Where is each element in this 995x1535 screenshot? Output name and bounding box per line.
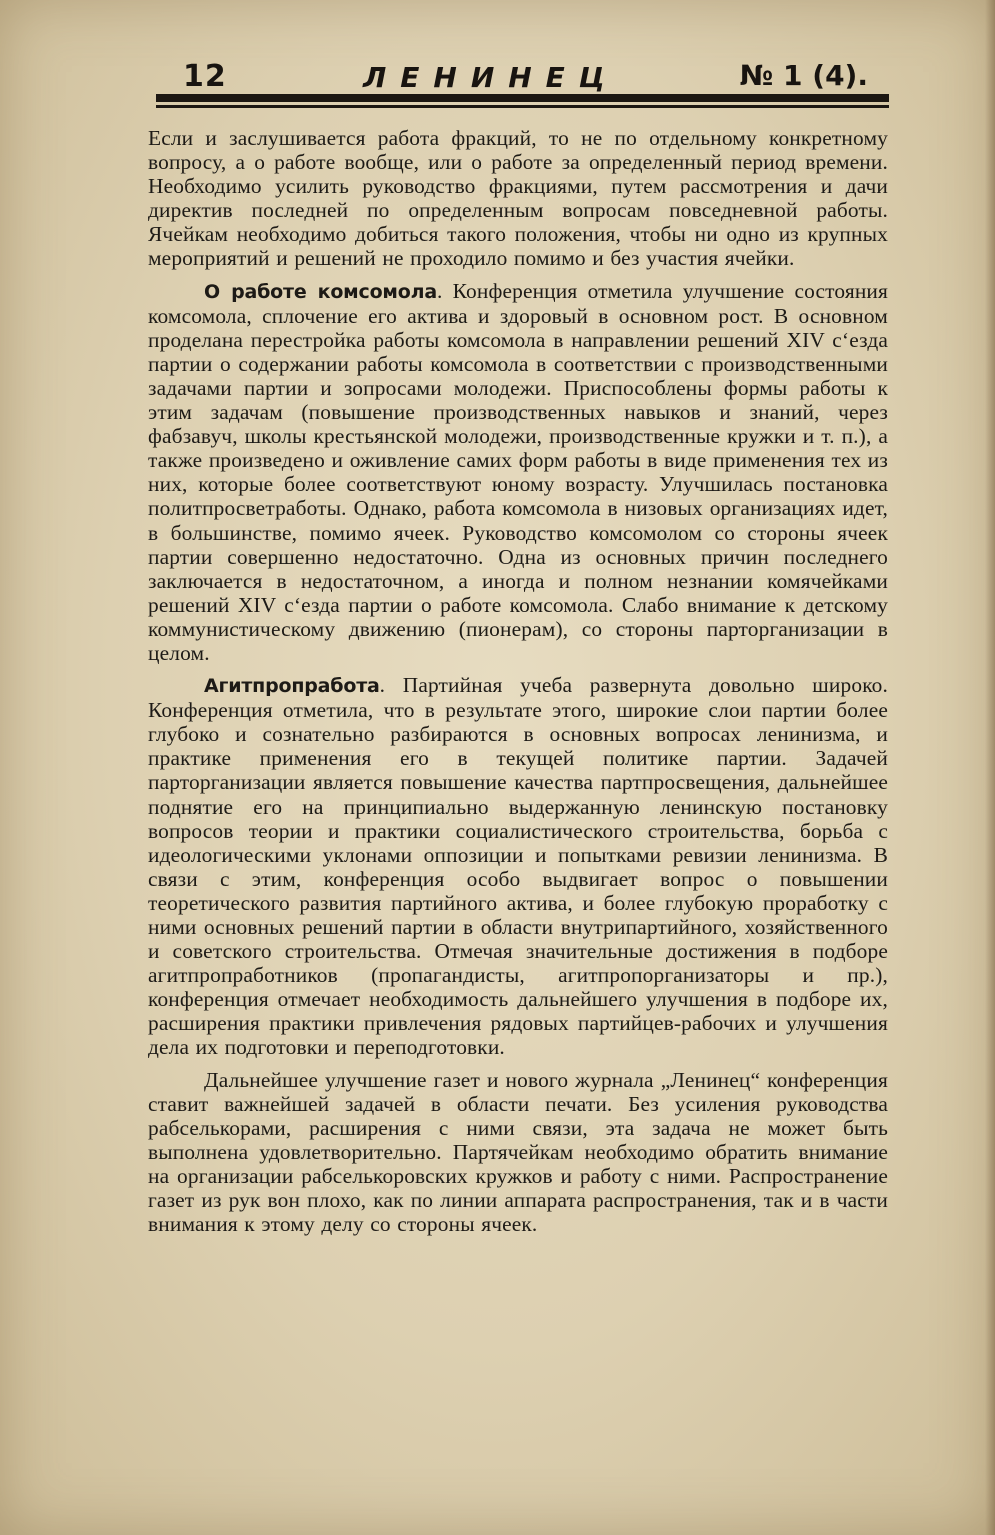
paragraph-agitprop-text: . Партийная учеба развернута довольно широко. Конференция отметила, что в результате этого, широкие слои партии более глубоко и сознательно разбираются в основных вопросах ленинизма, и практике применения его в текущей политике партии. Задачей парторганизации является повышение качества партпросвещения, дальнейшее поднятие его на принципиально выдержанную ленинскую постановку вопросов теории и практики социалистического строительства, борьба с идеологическими уклонами оппозиции и попытками ревизии ленинизма. В связи с этим, конференция особо выдвигает вопрос о повышении теоретического развития партийного актива, и более глубокую проработку с ними основных решений партии в области внутрипартийного, хозяйственного и советского строительства. Отмечая значительные достижения в подборе агитпропработников (пропагандисты, агитпропорганизаторы и пр.), конференция отмечает необходимость дальнейшего улучшения в подборе их, расширения практики привлечения рядовых партийцев-рабочих и улучшения дела их подготовки и переподготовки. [148,673,888,1060]
page-number: 12 [183,59,227,94]
paragraph-fractions: Если и заслушивается работа фракций, то не по отдельному конкретному вопросу, а о работе вообще, или о работе за определенный период времени. Необходимо усилить руководство фракциями, путем рассмотрения и дачи директив последней по определенным вопросам повседневной работы. Ячейкам необходимо добиться такого положения, чтобы ни одно из крупных мероприятий и решений не проходило помимо и без участия ячейки. [148,126,888,271]
header-rule-thin [156,105,889,108]
issue-number: № 1 (4). [739,59,868,92]
section-heading-komsomol: О работе комсомола [204,280,437,303]
paragraph-komsomol-text: . Конференция отметила улучшение состояния комсомола, сплочение его актива и здоровый в основном рост. В основном проделана перестройка работы комсомола в направлении решений XIV с‘езда партии о содержании работы комсомола в соответствии с производственными задачами партии и зопросами молодежи. Приспособлены формы работы к этим задачам (повышение производственных навыков и знаний, через фабзавуч, школы крестьянской молодежи, производственные кружки и т. п.), а также произведено и оживление самих форм работы в виде применения тех из них, которые более соответствуют юному возрасту. Улучшилась постановка политпросветработы. Однако, работа комсомола в низовых организациях идет, в большинстве, помимо ячеек. Руководство комсомолом со стороны ячеек партии совершенно недостаточно. Одна из основных причин последнего заключается в недостаточном, а иногда и полном незнании комячейками решений XIV с‘езда партии о работе комсомола. Слабо внимание к детскому коммунистическому движению (пионерам), со стороны парторганизации в целом. [148,278,888,665]
header-rule-thick [156,94,889,102]
page-header [155,55,890,95]
article-body [148,126,888,1236]
paragraph-press: Дальнейшее улучшение газет и нового журнала „Ленинец“ конференция ставит важнейшей задачей в области печати. Без усиления руководства рабселькорами, расширения с ними связи, эта задача не может быть выполнена удовлетворительно. Партячейкам необходимо обратить внимание на организации рабселькоровских кружков и работу с ними. Распространение газет из рук вон плохо, как по линии аппарата распространения, так и в части внимания к этому делу со стороны ячеек. [148,1067,888,1237]
page-edge-shadow [985,0,995,1535]
journal-title: ЛЕНИНЕЦ [363,61,619,94]
section-heading-agitprop: Агитпропработа [204,675,380,698]
paragraph-agitprop [148,673,888,1060]
paragraph-komsomol [148,279,888,666]
